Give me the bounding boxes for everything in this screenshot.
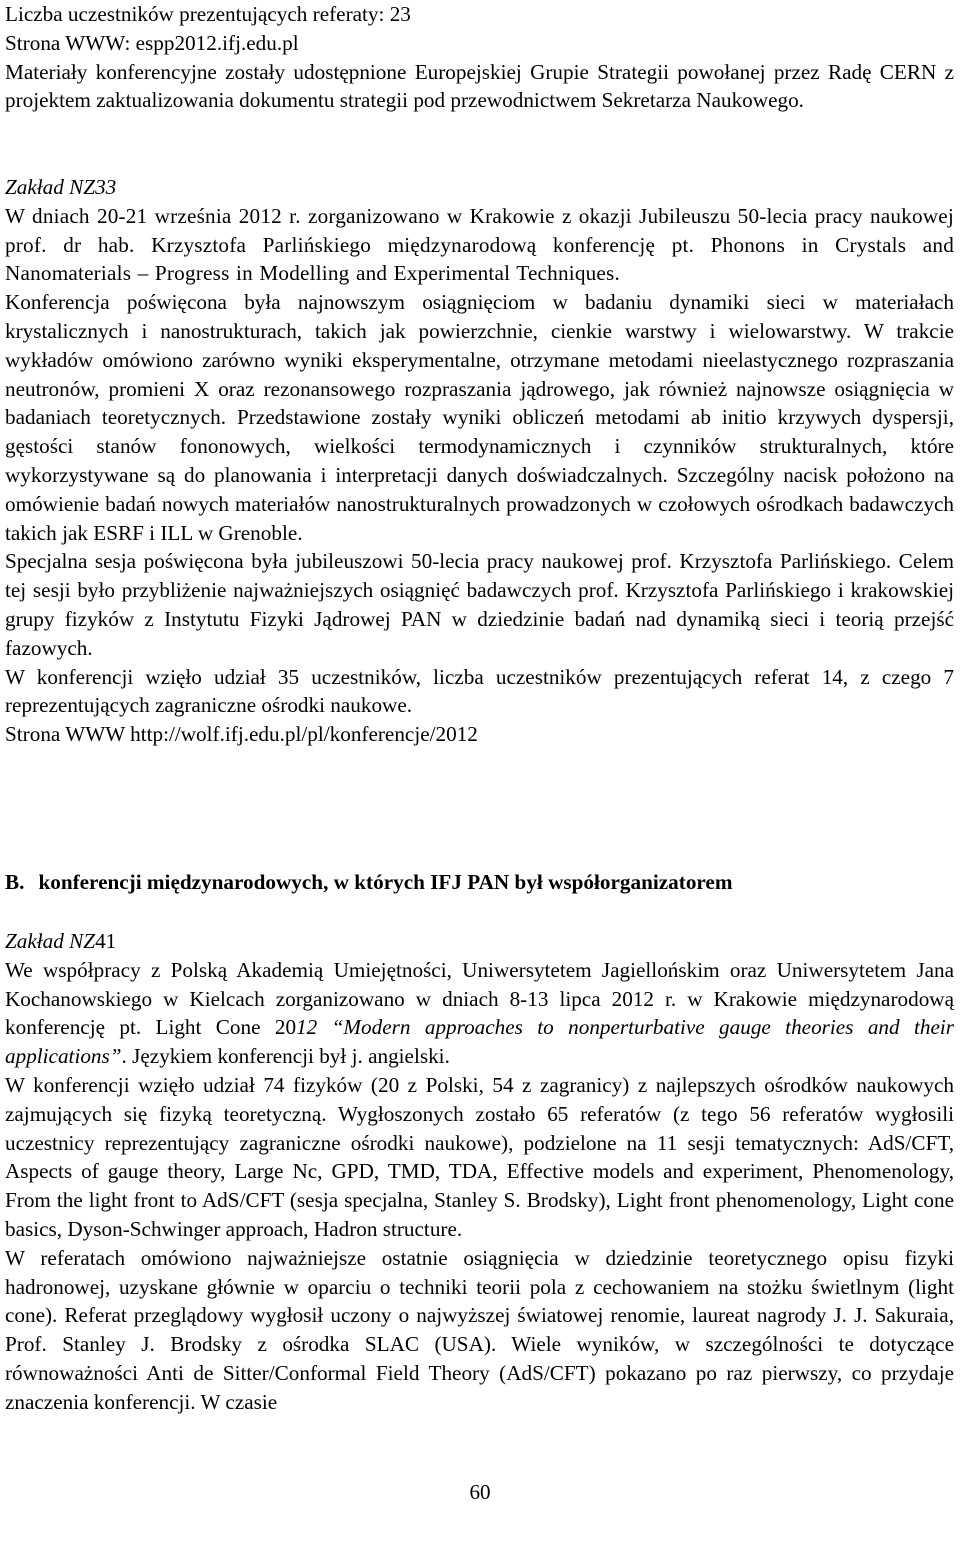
nz41-heading-number: 41 xyxy=(95,929,117,953)
participants-line: Liczba uczestników prezentujących referaty: 23 xyxy=(5,2,411,26)
nz41-conference-title: 12 “Modern approaches to nonperturbative gauge theories and their applications” xyxy=(5,1015,954,1069)
nz41-heading xyxy=(5,927,954,956)
nz33-paragraph-3: Specjalna sesja poświęcona była jubileuszowi 50-lecia pracy naukowej prof. Krzysztofa Parlińskiego. Celem tej sesji było przybliżenie najważniejszych osiągnięć badawczych prof. Krzysztofa Parlińskiego i krakowskiej grupy fizyków z Instytutu Fizyki Jądrowej PAN w dziedzinie badań nad dynamiką sieci i teorią przejść fazowych. xyxy=(5,549,954,660)
nz33-section xyxy=(5,173,954,749)
nz41-paragraph-3: W referatach omówiono najważniejsze ostatnie osiągnięcia w dziedzinie teoretycznego opisu fizyki hadronowej, uzyskane głównie w oparciu o techniki teorii pola z cechowaniem na stożku świetlnym (light cone). Referat przeglądowy wygłosił uczony o najwyższej światowej renomie, laureat nagrody J. J. Sakuraia, Prof. Stanley J. Brodsky z ośrodka SLAC (USA). Wiele wyników, w szczególności te dotyczące równoważności Anti de Sitter/Conformal Field Theory (AdS/CFT) pokazano po raz pierwszy, co przydaje znaczenia konferencji. W czasie xyxy=(5,1245,954,1414)
nz41-paragraph-2: W konferencji wzięło udział 74 fizyków (20 z Polski, 54 z zagranicy) z najlepszych ośrodków naukowych zajmujących się fizyką teoretyczną. Wygłoszonych zostało 65 referatów (z tego 56 referatów wygłosili uczestnicy reprezentujący zagraniczne ośrodki naukowe), podzielone na 11 sesji tematycznych: AdS/CFT, Aspects of gauge theory, Large Nc, GPD, TMD, TDA, Effective models and experiment, Phenomenology, From the light front to AdS/CFT (sesja specjalna, Stanley S. Brodsky), Light front phenomenology, Light cone basics, Dyson-Schwinger approach, Hadron structure. xyxy=(5,1072,954,1241)
nz33-website: Strona WWW http://wolf.ifj.edu.pl/pl/konferencje/2012 xyxy=(5,722,478,747)
section-b-title: konferencji międzynarodowych, w których IFJ PAN był współorganizatorem xyxy=(38,870,733,894)
nz41-para1-end: . Językiem konferencji był j. angielski. xyxy=(121,1044,450,1069)
section-b-heading xyxy=(5,868,954,897)
nz41-para1-start: We współpracy z Polską Akademią Umiejętności, Uniwersytetem Jagiellońskim oraz Uniwersytetem Jana Kochanowskiego w Kielcach zorganizowano w dniach 8-13 lipca 2012 r. w Krakowie międzynarodową konferencję pt. Light Cone 20 xyxy=(5,957,954,1040)
nz33-paragraph-2: Konferencja poświęcona była najnowszym osiągnięciom w badaniu dynamiki sieci w materiałach krystalicznych i nanostrukturach, takich jak powierzchnie, cienkie warstwy i wielowarstwy. W trakcie wykładów omówiono zarówno wyniki eksperymentalne, otrzymane metodami nieelastycznego rozpraszania neutronów, promieni X oraz rezonansowego rozpraszania jądrowego, jak również najnowsze osiągnięcia w badaniach teoretycznych. Przedstawione zostały wyniki obliczeń metodami ab initio krzywych dyspersji, gęstości stanów fononowych, wielkości termodynamicznych i czynników strukturalnych, które wykorzystywane są do planowania i interpretacji danych doświadczalnych. Szczególny nacisk położono na omówienie badań nowych materiałów nanostrukturalnych prowadzonych w czołowych ośrodkach badawczych takich jak ESRF i ILL w Grenoble. xyxy=(5,290,954,545)
section-b-letter: B. xyxy=(5,870,25,894)
page-number: 60 xyxy=(469,1480,491,1504)
nz41-section xyxy=(5,927,954,1417)
top-section xyxy=(5,0,954,115)
nz41-paragraph-1 xyxy=(5,956,954,1071)
website-line: Strona WWW: espp2012.ifj.edu.pl xyxy=(5,30,299,55)
nz33-heading: Zakład NZ33 xyxy=(5,175,117,199)
materials-paragraph: Materiały konferencyjne zostały udostępnione Europejskiej Grupie Strategii powołanej przez Radę CERN z projektem zaktualizowania dokumentu strategii pod przewodnictwem Sekretarza Naukowego. xyxy=(5,59,954,113)
nz33-paragraph-1: W dniach 20-21 września 2012 r. zorganizowano w Krakowie z okazji Jubileuszu 50-lecia pracy naukowej prof. dr hab. Krzysztofa Parlińskiego międzynarodową konferencję pt. Phonons in Crystals and Nanomaterials – Progress in Modelling and Experimental Techniques. xyxy=(5,203,954,286)
nz41-heading-prefix: Zakład NZ xyxy=(5,929,96,953)
nz33-paragraph-4: W konferencji wzięło udział 35 uczestników, liczba uczestników prezentujących referat 14, z czego 7 reprezentujących zagraniczne ośrodki naukowe. xyxy=(5,664,954,718)
